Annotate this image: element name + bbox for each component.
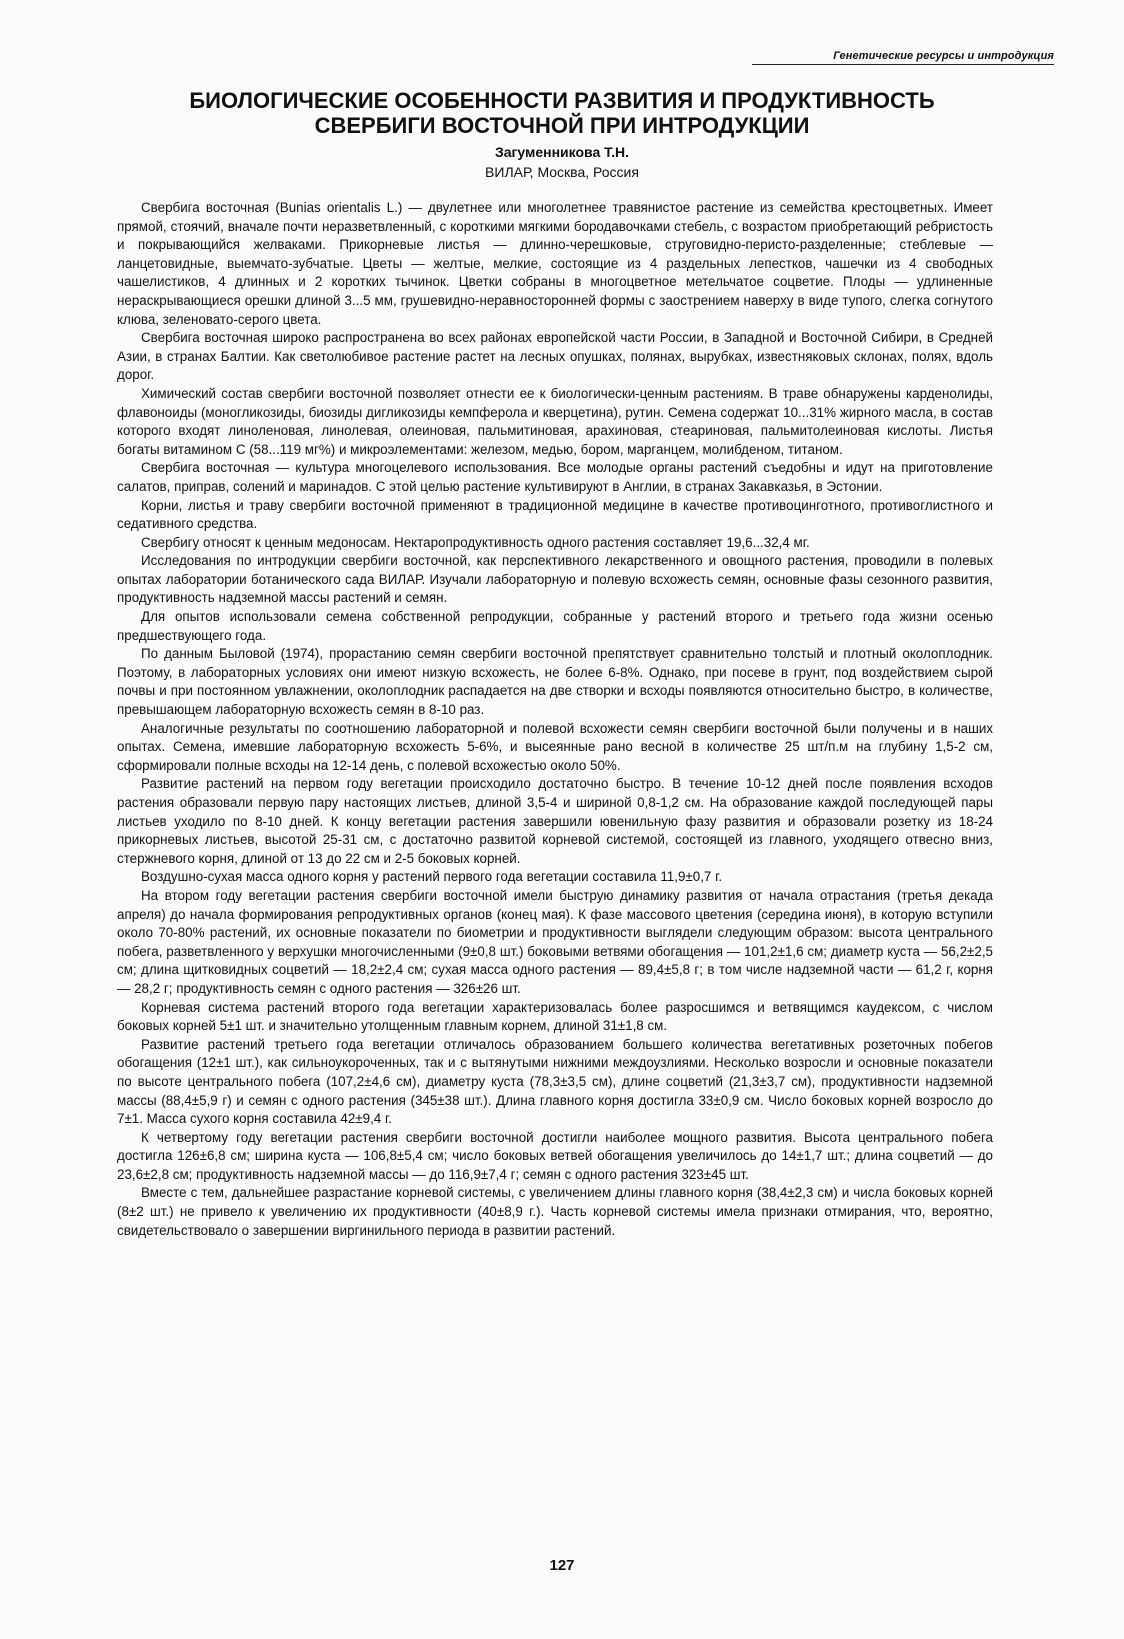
author-affiliation: ВИЛАР, Москва, Россия <box>485 164 639 180</box>
body-paragraph-7: Исследования по интродукции свербиги восточной, как перспективного лекарственного и овощного растения, проводили в полевых опытах лаборатории ботанического сада ВИЛАР. Изучали лабораторную и полевую всхожесть семян, основные фазы сезонного развития, продуктивность надземной массы растений и семян. <box>117 553 993 606</box>
body-paragraph-12: Воздушно-сухая масса одного корня у растений первого года вегетации составила 11,9±0,7 г. <box>141 869 723 885</box>
title-line-1: БИОЛОГИЧЕСКИЕ ОСОБЕННОСТИ РАЗВИТИЯ И ПРОДУКТИВНОСТЬ <box>189 88 935 113</box>
body-paragraph-10: Аналогичные результаты по соотношению лабораторной и полевой всхожести семян свербиги восточной были получены и в наших опытах. Семена, имевшие лабораторную всхожесть 5-6%, и высеянные рано весной в количестве 25 шт/п.м на глубину 1,5-2 см, сформировали полные всходы на 12-14 день, с полевой всхожестью около 50%. <box>117 720 993 773</box>
running-head: Генетические ресурсы и интродукция <box>752 50 1054 65</box>
article-body <box>117 199 993 1240</box>
body-paragraph-4: Свербига восточная — культура многоцелевого использования. Все молодые органы растений съедобны и идут на приготовление салатов, приправ, солений и маринадов. С этой целью растение культивируют в Англии, в странах Закавказья, в Эстонии. <box>117 460 993 494</box>
body-paragraph-6: Свербигу относят к ценным медоносам. Нектаропродуктивность одного растения составляет 19,6...32,4 мг. <box>141 534 810 550</box>
body-paragraph-15: Развитие растений третьего года вегетации отличалось образованием большего количества вегетативных розеточных побегов обогащения (12±1 шт.), как сильноукороченных, так и с вытянутыми нижними междоузлиями. Несколько возросли и основные показатели по высоте центрального побега (107,2±4,6 см), диаметру куста (78,3±3,5 см), длине соцветий (21,3±3,7 см), продуктивности надземной массы (88,4±5,9 г) и семян с одного растения (345±38 шт.). Длина главного корня достигла 33±0,9 см. Число боковых корней возросло до 7±1. Масса сухого корня составила 42±9,4 г. <box>117 1036 993 1127</box>
body-paragraph-14: Корневая система растений второго года вегетации характеризовалась более разросшимся и ветвящимся каудексом, с числом боковых корней 5±1 шт. и значительно утолщенным главным корнем, длиной 31±1,8 см. <box>117 999 993 1034</box>
article-title <box>60 88 1064 138</box>
body-paragraph-3: Химический состав свербиги восточной позволяет отнести ее к биологически-ценным растениям. В траве обнаружены карденолиды, флавоноиды (моногликозиды, биозиды дигликозиды кемпферола и кверцетина), рутин. Семена содержат 10...31% жирного масла, в состав которого входят линоленовая, линолевая, олеиновая, пальмитиновая, арахиновая, стеариновая, пальмитолеиновая кислоты. Листья богаты витамином С (58...119 мг%) и микроэлементами: железом, медью, бором, марганцем, молибденом, титаном. <box>117 385 993 457</box>
body-paragraph-9: По данным Быловой (1974), прорастанию семян свербиги восточной препятствует сравнительно толстый и плотный околоплодник. Поэтому, в лабораторных условиях они имеют низкую всхожесть, не более 6-8%. Однако, при посеве в грунт, под воздействием сырой почвы и при постоянном увлажнении, околоплодник распадается на две створки и всходы появляются относительно быстро, в количестве, превышающем лабораторную всхожесть семян в 8-10 раз. <box>117 646 993 718</box>
body-paragraph-17: Вместе с тем, дальнейшее разрастание корневой системы, с увеличением длины главного корня (38,4±2,3 см) и числа боковых корней (8±2 шт.) не привело к увеличению их продуктивности (40±8,9 г.). Часть корневой системы имела признаки отмирания, что, вероятно, свидетельствовало о завершении виргинильного периода в развитии растений. <box>117 1185 993 1238</box>
author-name: Загуменникова Т.Н. <box>495 144 629 160</box>
body-paragraph-1: Свербига восточная (Bunias orientalis L.) — двулетнее или многолетнее травянистое растение из семейства крестоцветных. Имеет прямой, стоячий, вначале почти неразветвленный, с короткими мягкими бородавочками стебель, с возрастом приобретающий ребристость и покрывающийся желваками. Прикорневые листья — длинно-черешковые, струговидно-перисто-разделенные; стеблевые — ланцетовидные, выемчато-зубчатые. Цветы — желтые, мелкие, состоящие из 4 раздельных лепестков, чашечки из 4 свободных чашелистиков, 4 длинных и 2 коротких тычинок. Цветки собраны в многоцветное метельчатое соцветие. Плоды — удлиненные нераскрывающиеся орешки длиной 3...5 мм, грушевидно-неравносторонней формы с заострением наверху в виде тупого, слегка согнутого клюва, зеленовато-серого цвета. <box>117 200 993 327</box>
title-line-2: СВЕРБИГИ ВОСТОЧНОЙ ПРИ ИНТРОДУКЦИИ <box>314 113 810 138</box>
body-paragraph-8: Для опытов использовали семена собственной репродукции, собранные у растений второго и третьего года жизни осенью предшествующего года. <box>117 609 993 643</box>
page-number: 127 <box>549 1557 575 1574</box>
body-paragraph-2: Свербига восточная широко распространена во всех районах европейской части России, в Западной и Восточной Сибири, в Средней Азии, в странах Балтии. Как светолюбивое растение растет на лесных опушках, полянах, вырубках, известняковых склонах, полях, вдоль дорог. <box>117 330 993 383</box>
body-paragraph-13: На втором году вегетации растения свербиги восточной имели быструю динамику развития от начала отрастания (третья декада апреля) до начала формирования репродуктивных органов (конец мая). К фазе массового цветения (середина июня), в которую вступили около 70-80% растений, их основные показатели по биометрии и продуктивности выглядели следующим образом: высота центрального побега, разветвленного у верхушки многочисленными (9±0,8 шт.) боковыми ветвями обогащения — 101,2±1,6 см; диаметр куста — 56,2±2,5 см; длина щитковидных соцветий — 18,2±2,4 см; сухая масса одного растения — 89,4±5,8 г; в том числе надземной части — 61,2 г, корня — 28,2 г; продуктивность семян с одного растения — 326±26 шт. <box>117 887 993 996</box>
body-paragraph-5: Корни, листья и траву свербиги восточной применяют в традиционной медицине в качестве противоцинготного, противоглистного и седативного средства. <box>117 497 993 532</box>
body-paragraph-16: К четвертому году вегетации растения свербиги восточной достигли наиболее мощного развития. Высота центрального побега достигла 126±6,8 см; ширина куста — 106,8±5,4 см; число боковых ветвей обогащения увеличилось до 14±1,7 шт.; длина соцветий — до 23,6±2,8 см; продуктивность надземной массы — до 116,9±7,4 г; семян с одного растения 323±45 шт. <box>117 1129 993 1182</box>
body-paragraph-11: Развитие растений на первом году вегетации происходило достаточно быстро. В течение 10-12 дней после появления всходов растения образовали первую пару настоящих листьев, длиной 3,5-4 и шириной 0,8-1,2 см. На образование каждой последующей пары листьев уходило по 8-10 дней. К концу вегетации растения завершили ювенильную фазу развития и образовали розетку из 18-24 прикорневых листьев, высотой 25-31 см, с достаточно развитой корневой системой, состоящей из главного, уходящего отвесно вниз, стержневого корня, длиной от 13 до 22 см и 2-5 боковых корней. <box>117 776 993 866</box>
